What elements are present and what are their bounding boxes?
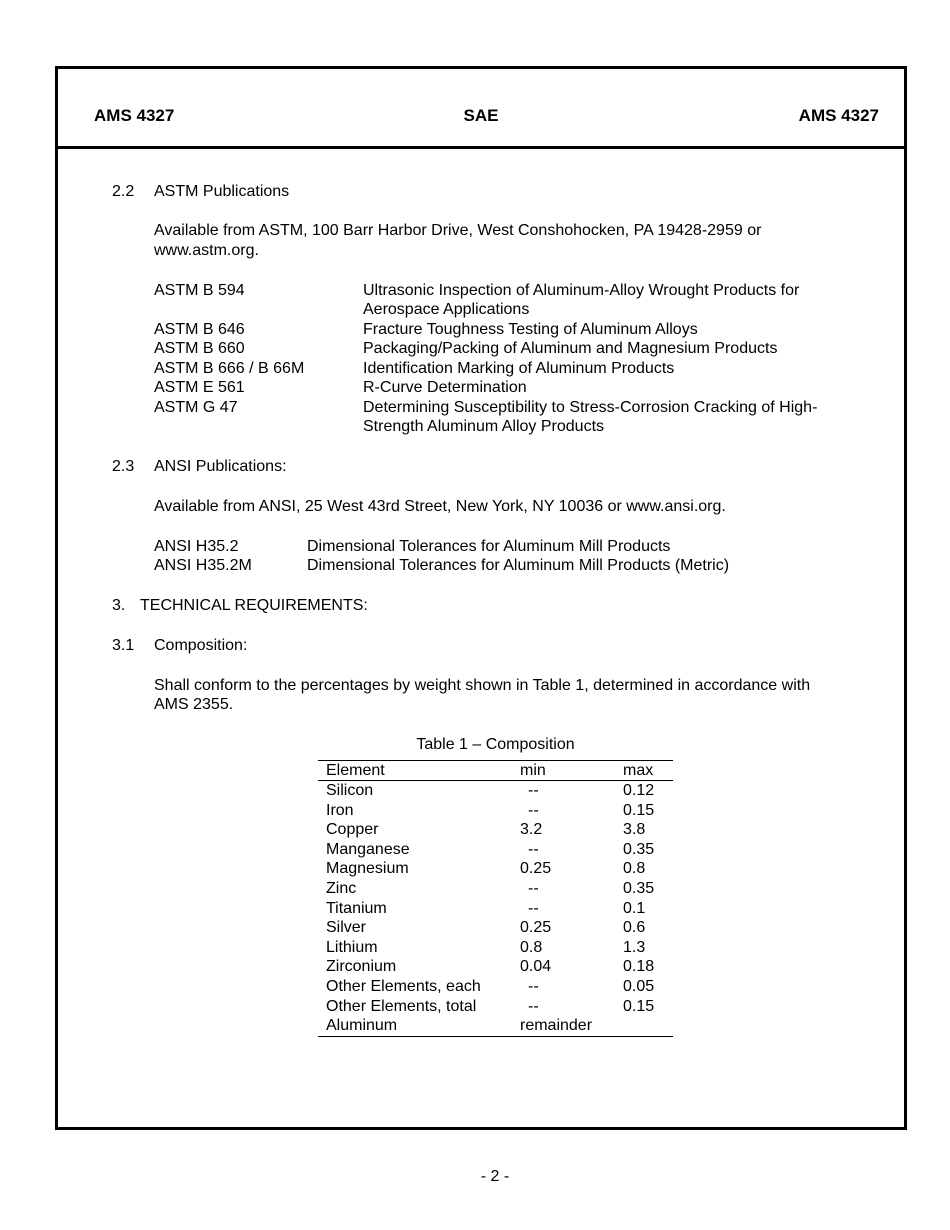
table-row [318,997,673,1017]
cell-min: -- [528,997,539,1015]
cell-element: Lithium [326,938,378,956]
cell-element: Silver [326,919,367,937]
cell-min: -- [528,899,539,917]
ansi-ref-code: ANSI H35.2 [154,538,239,555]
cell-element: Zinc [326,879,357,897]
table-row [318,840,673,860]
astm-ref-desc-cont: Strength Aluminum Alloy Products [363,418,605,435]
cell-element: Silicon [326,782,374,799]
cell-min: 0.8 [520,938,543,956]
ansi-ref-desc: Dimensional Tolerances for Aluminum Mill Products [307,538,671,555]
col-header-element: Element [326,762,385,779]
col-header-max: max [623,762,654,779]
astm-ref-code: ASTM B 666 / B 66M [154,360,305,377]
cell-element: Titanium [326,899,387,917]
section-3-1-number: 3.1 [112,637,135,654]
table-row [318,957,673,977]
ansi-ref-code: ANSI H35.2M [154,557,252,574]
table-row [318,801,673,821]
cell-min: -- [528,840,539,858]
composition-text-line-1: Shall conform to the percentages by weight shown in Table 1, determined in accordance with [154,677,811,694]
table-row [318,879,673,899]
table-row [318,938,673,958]
cell-max: 0.15 [623,997,655,1015]
cell-element: Other Elements, total [326,997,477,1015]
section-3-number: 3. [112,597,126,614]
cell-max: 0.8 [623,860,646,878]
table-row [318,781,673,801]
astm-availability-line-1: Available from ASTM, 100 Barr Harbor Drive, West Conshohocken, PA 19428-2959 or [154,222,762,239]
section-2-3-number: 2.3 [112,458,135,475]
col-header-min: min [520,762,546,779]
cell-min: -- [528,782,539,799]
cell-max: 0.1 [623,899,646,917]
cell-min: -- [528,977,539,995]
cell-max: 0.35 [623,879,655,897]
cell-min: -- [528,879,539,897]
header-doc-number-right: AMS 4327 [798,106,879,125]
cell-element: Iron [326,801,354,819]
cell-element: Other Elements, each [326,977,481,995]
cell-min: 0.25 [520,860,552,878]
table-row [318,899,673,919]
astm-ref-code: ASTM B 646 [154,321,245,338]
page-number: - 2 - [480,1168,510,1185]
table-row [318,820,673,840]
astm-availability-line-2: www.astm.org. [154,242,259,259]
cell-max: 0.15 [623,801,655,819]
cell-min: remainder [520,1017,593,1035]
astm-ref-code: ASTM B 660 [154,340,245,357]
section-3-1-title: Composition: [154,637,248,654]
cell-element: Manganese [326,840,410,858]
header-org: SAE [463,106,499,125]
astm-ref-desc: Identification Marking of Aluminum Products [363,360,675,377]
astm-ref-desc: Ultrasonic Inspection of Aluminum-Alloy Wrought Products for [363,282,800,299]
astm-ref-code: ASTM E 561 [154,379,245,396]
cell-element: Magnesium [326,860,409,878]
cell-element: Aluminum [326,1017,398,1035]
cell-max: 0.35 [623,840,655,858]
table-row [318,1016,673,1036]
cell-min: 0.04 [520,958,552,976]
cell-element: Copper [326,821,379,839]
astm-ref-desc: Determining Susceptibility to Stress-Corrosion Cracking of High- [363,399,818,416]
cell-max: 0.12 [623,782,655,799]
cell-min: 0.25 [520,919,552,937]
ansi-availability: Available from ANSI, 25 West 43rd Street, New York, NY 10036 or www.ansi.org. [154,498,726,515]
table-row [318,977,673,997]
astm-ref-desc: Packaging/Packing of Aluminum and Magnesium Products [363,340,778,357]
cell-element: Zirconium [326,958,397,976]
astm-ref-code: ASTM G 47 [154,399,238,416]
composition-table [318,760,673,1037]
table-caption: Table 1 – Composition [416,736,575,753]
cell-min: 3.2 [520,821,543,839]
section-2-2-number: 2.2 [112,183,135,200]
astm-ref-desc: Fracture Toughness Testing of Aluminum Alloys [363,321,698,338]
cell-max: 3.8 [623,821,646,839]
table-row [318,918,673,938]
astm-ref-code: ASTM B 594 [154,282,245,299]
ansi-ref-desc: Dimensional Tolerances for Aluminum Mill Products (Metric) [307,557,730,574]
composition-text-line-2: AMS 2355. [154,696,234,713]
page-header [58,69,904,149]
section-2-2-title: ASTM Publications [154,183,290,200]
cell-max: 0.18 [623,958,655,976]
table-header-row [318,761,673,781]
astm-ref-desc-cont: Aerospace Applications [363,301,530,318]
cell-min: -- [528,801,539,819]
cell-max: 1.3 [623,938,646,956]
section-3-title: TECHNICAL REQUIREMENTS: [140,597,368,614]
cell-max: 0.05 [623,977,655,995]
section-2-3-title: ANSI Publications: [154,458,287,475]
header-doc-number-left: AMS 4327 [94,106,175,125]
table-row [318,859,673,879]
astm-ref-desc: R-Curve Determination [363,379,527,396]
cell-max: 0.6 [623,919,646,937]
